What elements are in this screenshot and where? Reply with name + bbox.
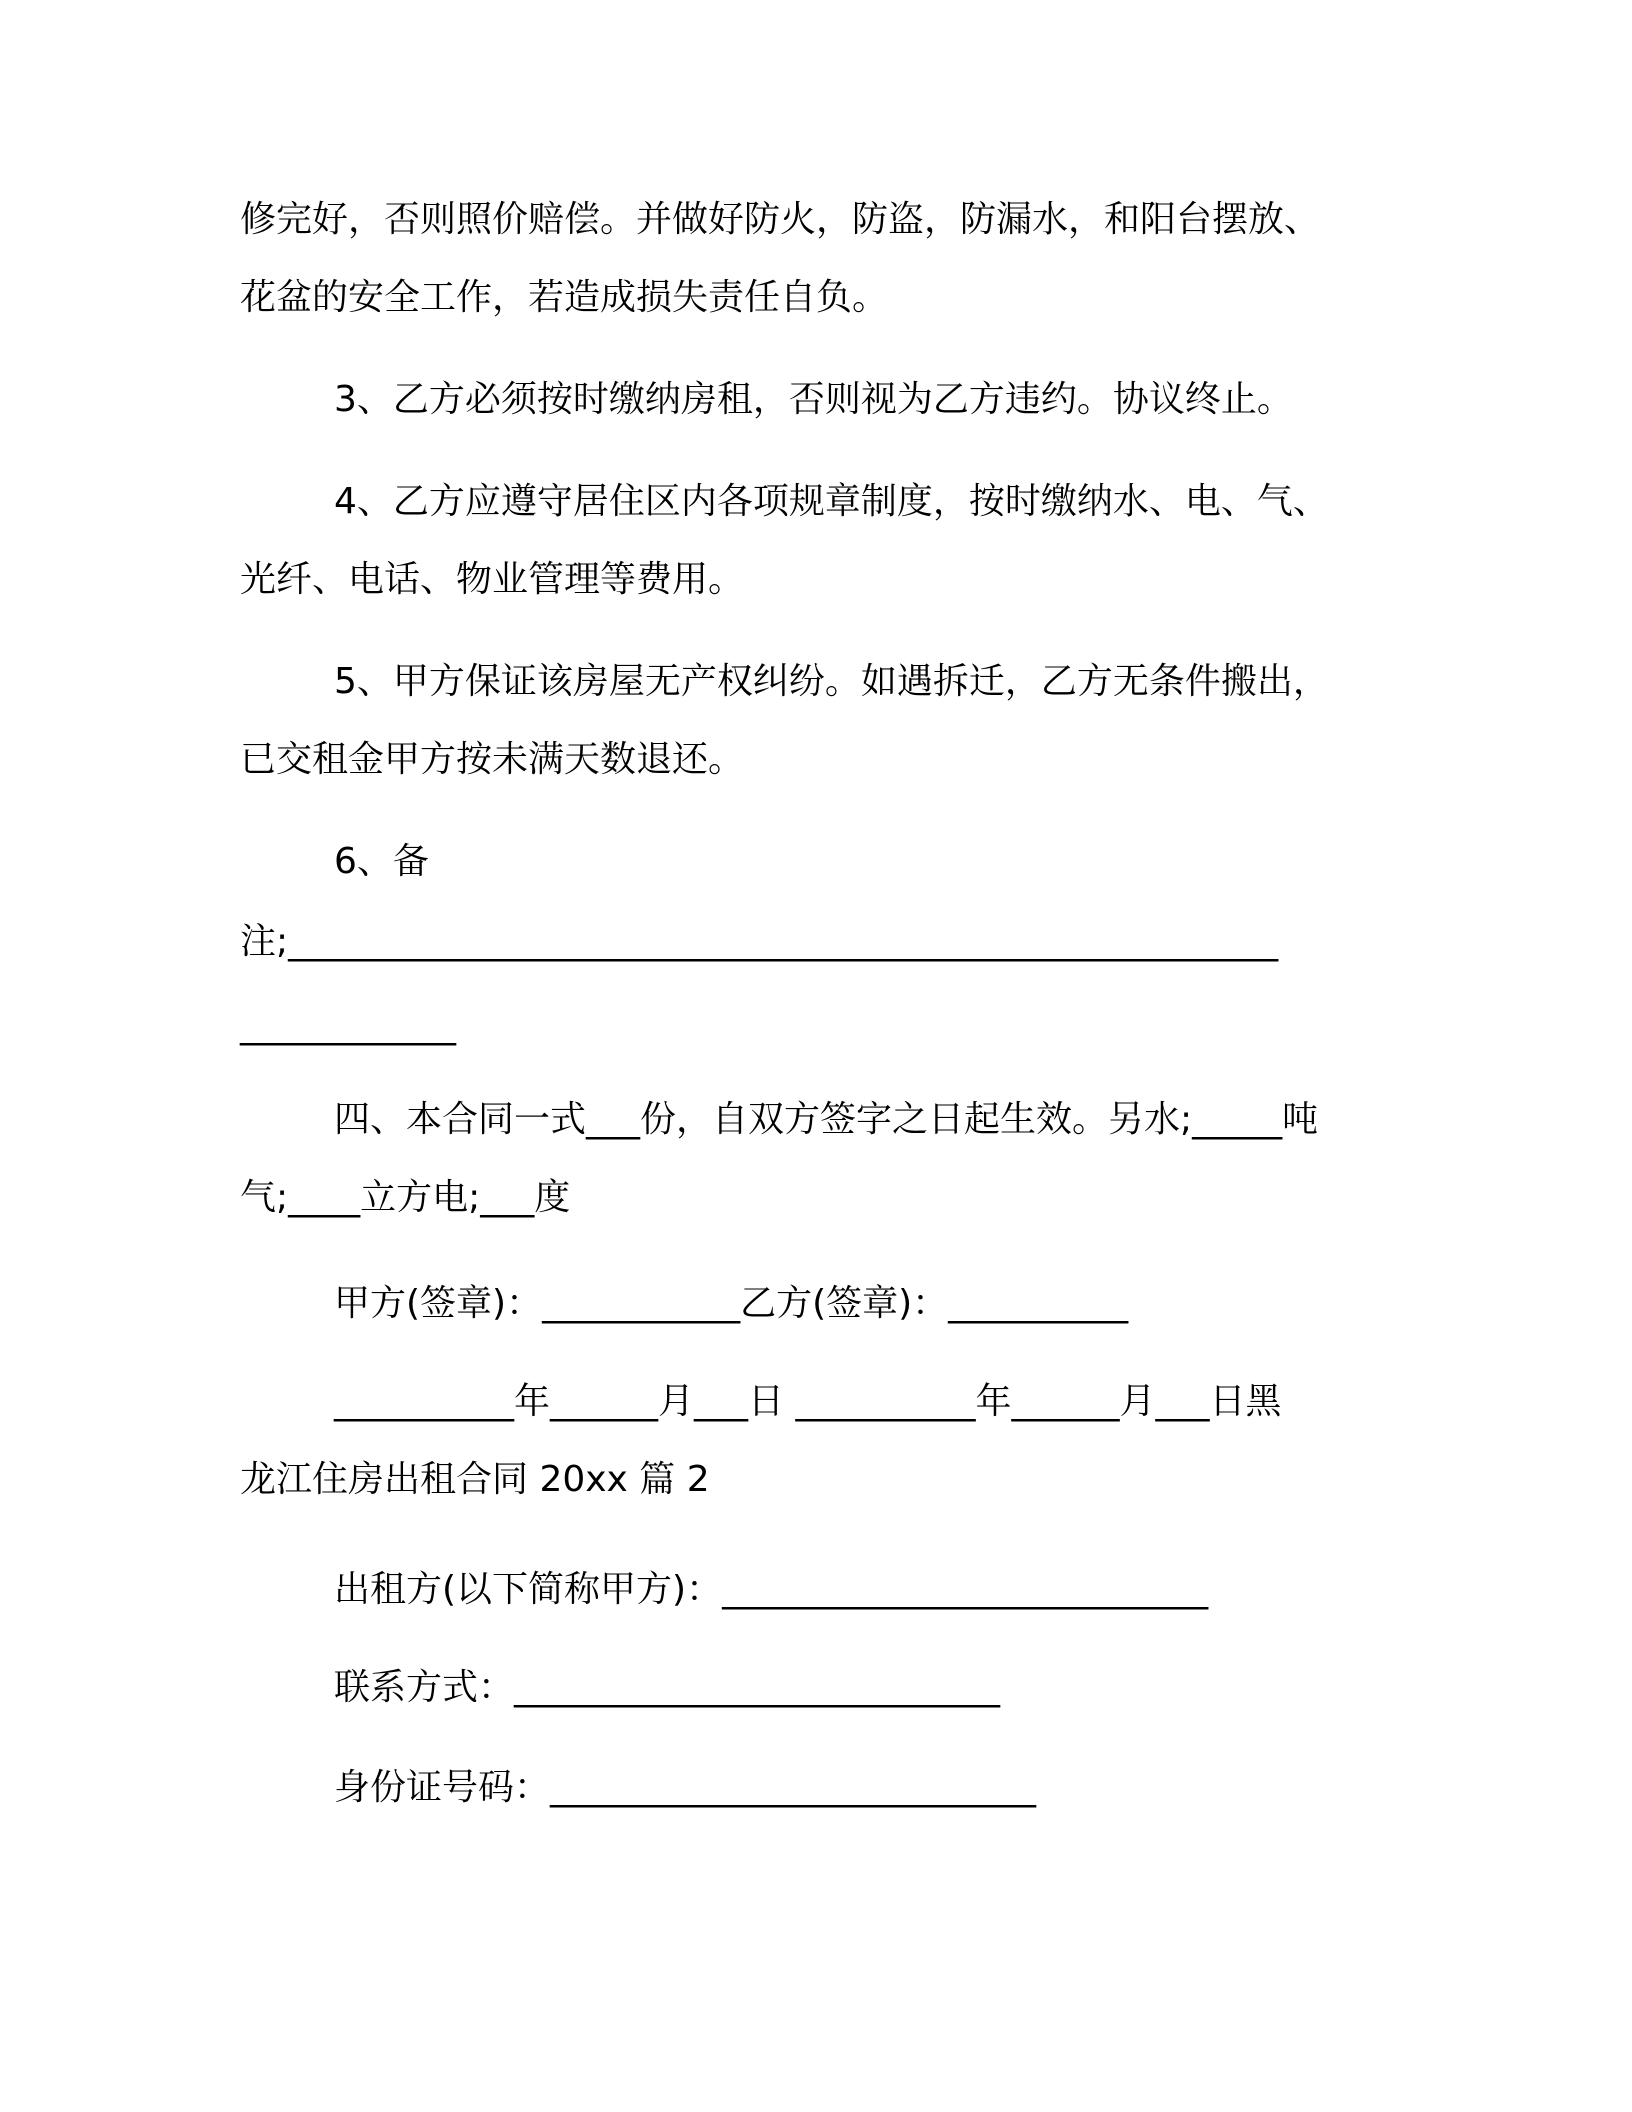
clause-3: 3、乙方必须按时缴纳房租，否则视为乙方违约。协议终止。 bbox=[334, 379, 1293, 420]
date-line: __________年______月___日 __________年______月___日黑 bbox=[334, 1381, 1282, 1422]
id-number-field: 身份证号码：___________________________ bbox=[334, 1767, 1037, 1808]
section-4: 四、本合同一式___份，自双方签字之日起生效。另水;_____吨 bbox=[334, 1099, 1319, 1140]
contract-title: 龙江住房出租合同 20xx 篇 2 bbox=[240, 1459, 710, 1500]
clause-4: 4、乙方应遵守居住区内各项规章制度，按时缴纳水、电、气、 bbox=[334, 481, 1329, 522]
clause-5: 5、甲方保证该房屋无产权纠纷。如遇拆迁，乙方无条件搬出， bbox=[334, 661, 1329, 702]
signature-line: 甲方(签章)：___________乙方(签章)：__________ bbox=[334, 1283, 1129, 1324]
clause-5-continued: 已交租金甲方按未满天数退还。 bbox=[240, 739, 745, 780]
contact-field: 联系方式：___________________________ bbox=[334, 1667, 1001, 1708]
clause-6: 6、备 bbox=[334, 841, 429, 882]
text-line-1: 修完好，否则照价赔偿。并做好防火，防盗，防漏水，和阳台摆放、 bbox=[240, 199, 1321, 240]
section-4-continued: 气;____立方电;___度 bbox=[240, 1177, 571, 1218]
clause-4-continued: 光纤、电话、物业管理等费用。 bbox=[240, 559, 745, 600]
remarks-line: 注;_______________________________________________________ bbox=[240, 921, 1279, 962]
remarks-line-continued: ____________ bbox=[240, 1005, 456, 1046]
lessor-field: 出租方(以下简称甲方)：___________________________ bbox=[334, 1569, 1209, 1610]
text-line-2: 花盆的安全工作，若造成损失责任自负。 bbox=[240, 277, 889, 318]
